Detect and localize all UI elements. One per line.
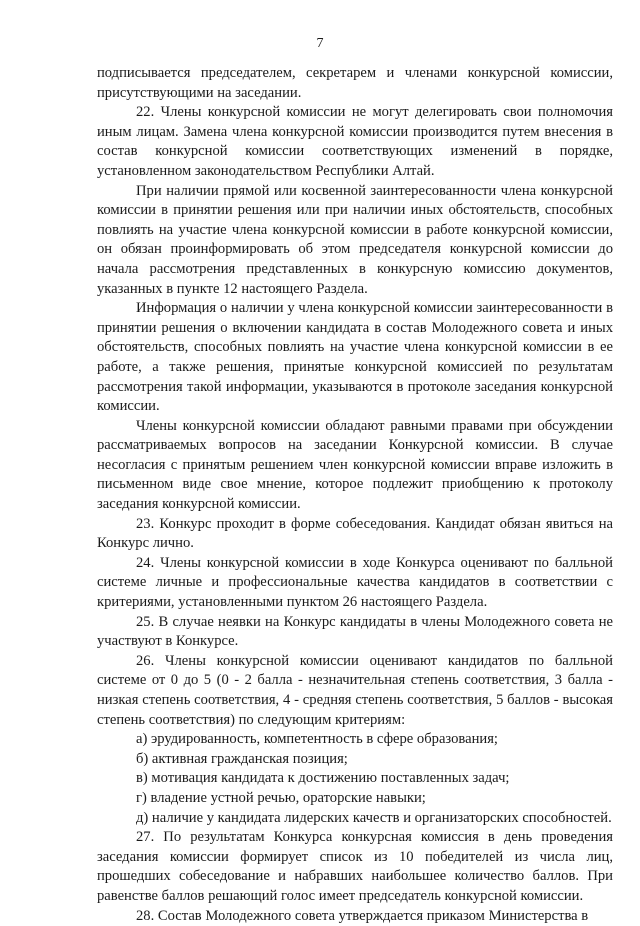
paragraph-conflict-of-interest: При наличии прямой или косвенной заинтересованности члена конкурсной комиссии в принятии решения или при наличии иных обстоятельств, способных повлиять на участие члена конкурсной комиссии в работе конкурсной комиссии, он обязан проинформировать об этом председателя конкурсной комиссии до начала рассмотрения представленных в конкурсную комиссию документов, указанных в пункте 12 настоящего Раздела. xyxy=(97,182,613,297)
criterion-d: г) владение устной речью, ораторские навыки; xyxy=(136,789,426,806)
criterion-c: в) мотивация кандидата к достижению поставленных задач; xyxy=(136,770,510,787)
paragraph-26: 26. Члены конкурсной комиссии оценивают кандидатов по балльной системе от 0 до 5 (0 - 2 балла - незначительная степень соответствия, 3 балла - низкая степень соответствия, 4 - средняя степень соответствия, 5 баллов - высокая степень соответствия) по следующим критериям: xyxy=(97,652,613,728)
paragraph-24: 24. Члены конкурсной комиссии в ходе Конкурса оценивают по балльной системе личные и профессиональные качества кандидатов в соответствии с критериями, установленными пунктом 26 настоящего Раздела. xyxy=(97,554,613,611)
paragraph-23: 23. Конкурс проходит в форме собеседования. Кандидат обязан явиться на Конкурс лично. xyxy=(97,515,613,552)
paragraph-28: 28. Состав Молодежного совета утверждается приказом Министерства в xyxy=(136,907,589,924)
paragraph-27: 27. По результатам Конкурса конкурсная комиссия в день проведения заседания комиссии формирует список из 10 победителей из числа лиц, прошедших собеседование и набравших наибольшее количество баллов. При равенстве баллов решающий голос имеет председатель конкурсной комиссии. xyxy=(97,829,613,904)
criterion-b: б) активная гражданская позиция; xyxy=(136,750,348,767)
paragraph-22: 22. Члены конкурсной комиссии не могут делегировать свои полномочия иным лицам. Замена члена конкурсной комиссии производится путем внесения в состав конкурсной комиссии соответствующих изменений в порядке, установленном законодательством Республики Алтай. xyxy=(97,104,613,179)
paragraph-information: Информация о наличии у члена конкурсной комиссии заинтересованности в принятии решения о включении кандидата в состав Молодежного совета и иных обстоятельств, способных повлиять на участие члена конкурсной комиссии в ее работе, а также решения, принятые конкурсной комиссией по результатам рассмотрения такой информации, указываются в протоколе заседания конкурсной комиссии. xyxy=(97,300,613,415)
criterion-a: а) эрудированность, компетентность в сфере образования; xyxy=(136,731,498,748)
document-body xyxy=(97,64,613,926)
paragraph-25: 25. В случае неявки на Конкурс кандидаты в члены Молодежного совета не участвуют в Конкурсе. xyxy=(97,613,613,650)
criterion-e: д) наличие у кандидата лидерских качеств и организаторских способностей. xyxy=(136,809,612,826)
paragraph-equal-rights: Члены конкурсной комиссии обладают равными правами при обсуждении рассматриваемых вопросов на заседании Конкурсной комиссии. В случае несогласия с принятым решением член конкурсной комиссии вправе изложить в письменном виде свое мнение, которое подлежит приобщению к протоколу заседания конкурсной комиссии. xyxy=(97,417,613,513)
paragraph-continuation: подписывается председателем, секретарем и членами конкурсной комиссии, присутствующими на заседании. xyxy=(97,65,613,101)
page-number: 7 xyxy=(316,36,324,51)
